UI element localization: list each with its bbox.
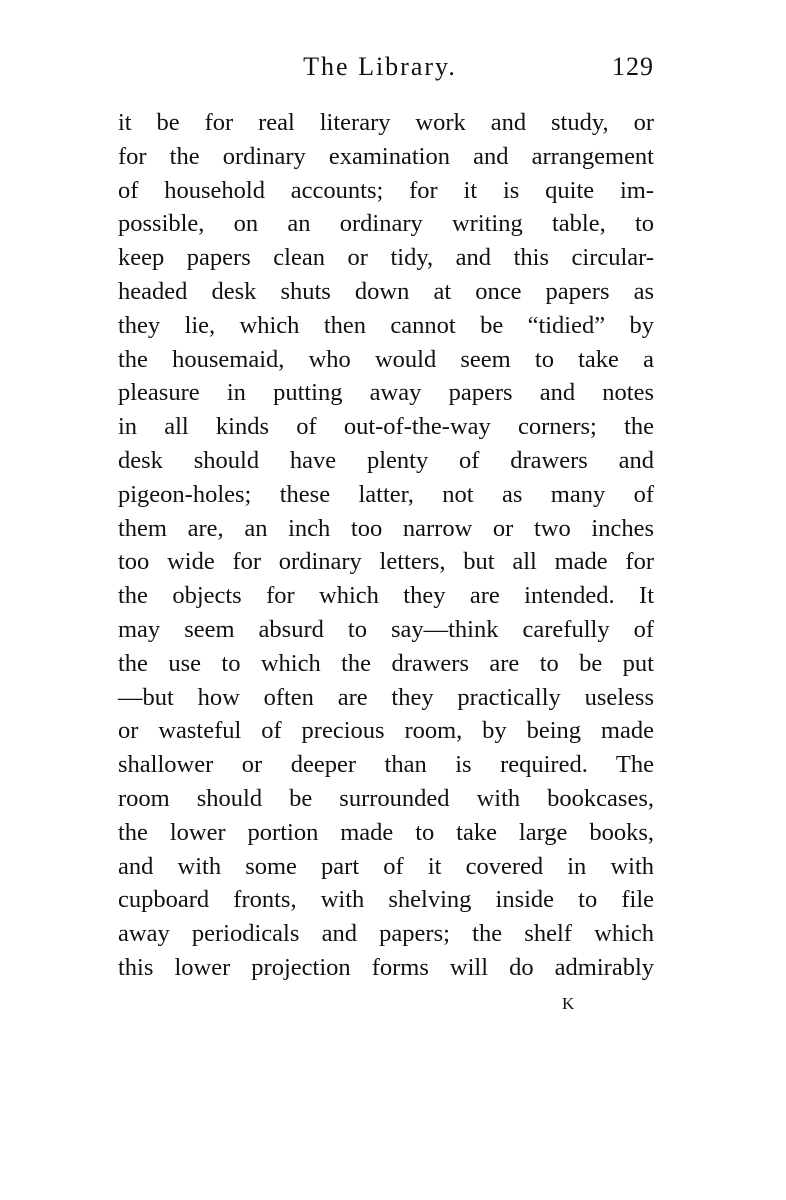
text-line: headed desk shuts down at once papers as xyxy=(118,277,654,305)
text-line: away periodicals and papers; the shelf which xyxy=(118,920,654,948)
signature-mark: K xyxy=(562,994,575,1013)
running-header-title: The Library. xyxy=(303,52,457,81)
text-line: and with some part of it covered in with xyxy=(118,852,654,880)
text-line: this lower projection forms will do admirably xyxy=(118,953,654,981)
page-number: 129 xyxy=(612,52,654,81)
text-line: possible, on an ordinary writing table, to xyxy=(118,210,654,238)
text-line: pleasure in putting away papers and notes xyxy=(118,379,654,407)
text-line: cupboard fronts, with shelving inside to file xyxy=(118,886,654,914)
text-line: it be for real literary work and study, or xyxy=(118,109,654,136)
text-line: in all kinds of out-of-the-way corners; the xyxy=(118,413,654,441)
text-line: pigeon-holes; these latter, not as many of xyxy=(118,480,654,508)
text-line: the housemaid, who would seem to take a xyxy=(118,345,654,373)
text-line: shallower or deeper than is required. The xyxy=(118,751,654,779)
text-line: desk should have plenty of drawers and xyxy=(118,446,654,474)
text-line: —but how often are they practically useless xyxy=(118,683,654,711)
text-line: keep papers clean or tidy, and this circular- xyxy=(118,244,654,272)
body-text xyxy=(118,106,654,985)
text-line: the lower portion made to take large books, xyxy=(118,818,654,846)
text-line: or wasteful of precious room, by being made xyxy=(118,717,654,745)
text-line: them are, an inch too narrow or two inches xyxy=(118,514,654,542)
text-line: of household accounts; for it is quite im- xyxy=(118,176,654,204)
text-line: they lie, which then cannot be “tidied” by xyxy=(118,311,654,339)
text-line: the objects for which they are intended. It xyxy=(118,582,654,610)
text-line: for the ordinary examination and arrangement xyxy=(118,142,654,170)
text-line: the use to which the drawers are to be put xyxy=(118,649,654,677)
text-line: too wide for ordinary letters, but all made for xyxy=(118,548,654,576)
text-line: may seem absurd to say—think carefully of xyxy=(118,615,654,643)
text-line: room should be surrounded with bookcases, xyxy=(118,784,654,812)
